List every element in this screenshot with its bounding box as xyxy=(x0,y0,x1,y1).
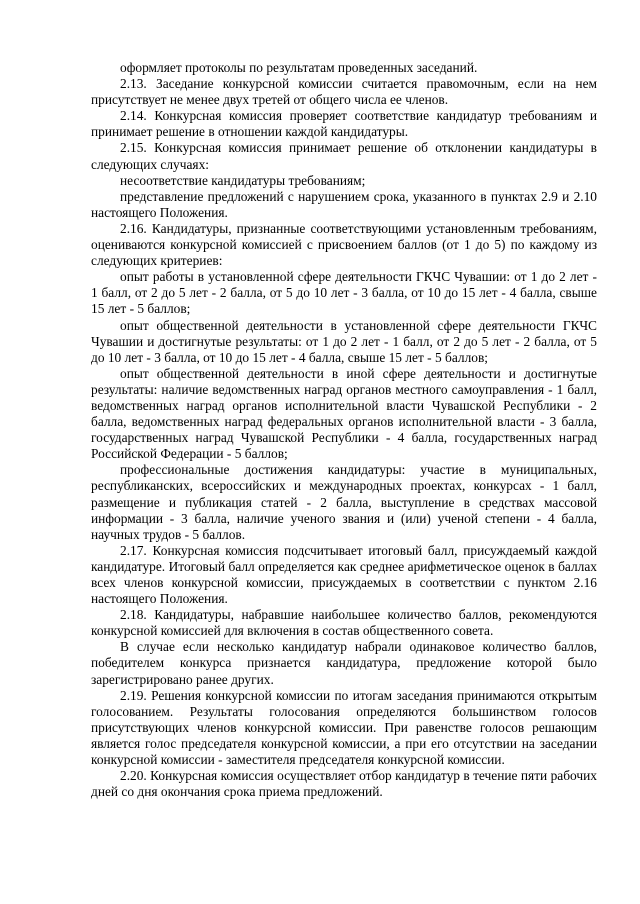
paragraph-2-17: 2.17. Конкурсная комиссия подсчитывает итоговый балл, присуждаемый каждой кандидатуре. Итоговый балл определяется как среднее арифметическое оценок в баллах всех членов конкурсной комиссии, присуждаемых в соответствии с пунктом 2.16 настоящего Положения. xyxy=(91,542,597,607)
paragraph-2-20: 2.20. Конкурсная комиссия осуществляет отбор кандидатур в течение пяти рабочих дней со дня окончания срока приема предложений. xyxy=(91,768,597,800)
document-page xyxy=(91,60,597,800)
paragraph-2-18: 2.18. Кандидатуры, набравшие наибольшее количество баллов, рекомендуются конкурсной комиссией для включения в состав общественного совета. xyxy=(91,607,597,639)
criterion-public-activity: опыт общественной деятельности в установленной сфере деятельности ГКЧС Чувашии и достигнутые результаты: от 1 до 2 лет - 1 балл, от 2 до 5 лет - 2 балла, от 5 до 10 лет - 3 балла, от 10 до 15 лет - 4 балла, свыше 15 лет - 5 баллов; xyxy=(91,317,597,365)
paragraph-equal-scores: В случае если несколько кандидатур набрали одинаковое количество баллов, победителем конкурса признается кандидатура, предложение которой было зарегистрировано ранее других. xyxy=(91,639,597,687)
paragraph-2-16: 2.16. Кандидатуры, признанные соответствующими установленным требованиям, оцениваются конкурсной комиссией с присвоением баллов (от 1 до 5) по каждому из следующих критериев: xyxy=(91,220,597,269)
criterion-other-activity: опыт общественной деятельности в иной сфере деятельности и достигнутые результаты: наличие ведомственных наград органов местного самоуправления - 1 балл, ведомственных наград органов исполнительной власти Чувашской Республики - 2 балла, ведомственных наград федеральных органов исполнительной власти - 3 балла, государственных наград Чувашской Республики - 4 балла, государственных наград Российской Федерации - 5 баллов; xyxy=(91,365,597,462)
criterion-professional-achievements: профессиональные достижения кандидатуры: участие в муниципальных, республиканских, всероссийских и международных проектах, конкурсах - 1 балл, размещение и публикация статей - 2 балла, выступление в средствах массовой информации - 3 балла, наличие ученого звания и (или) ученой степени - 4 балла, научных трудов - 5 баллов. xyxy=(91,462,597,542)
paragraph-continuation: оформляет протоколы по результатам проведенных заседаний. xyxy=(120,60,478,75)
paragraph-2-19: 2.19. Решения конкурсной комиссии по итогам заседания принимаются открытым голосованием. Результаты голосования определяются большинством голосов присутствующих членов конкурсной комиссии. При равенстве голосов решающим является голос председателя конкурсной комиссии, а при его отсутствии на заседании конкурсной комиссии - заместителя председателя конкурсной комиссии. xyxy=(91,687,597,768)
criterion-work-experience: опыт работы в установленной сфере деятельности ГКЧС Чувашии: от 1 до 2 лет - 1 балл, от 2 до 5 лет - 2 балла, от 5 до 10 лет - 3 балла, от 10 до 15 лет - 4 балла, свыше 15 лет - 5 баллов; xyxy=(91,269,597,317)
list-item-requirements-mismatch: несоответствие кандидатуры требованиям; xyxy=(120,172,366,188)
paragraph-2-15: 2.15. Конкурсная комиссия принимает решение об отклонении кандидатуры в следующих случаях: xyxy=(91,140,597,172)
list-item-deadline-violation: представление предложений с нарушением срока, указанного в пунктах 2.9 и 2.10 настоящего Положения. xyxy=(91,188,597,220)
paragraph-2-13: 2.13. Заседание конкурсной комиссии считается правомочным, если на нем присутствует не менее двух третей от общего числа ее членов. xyxy=(91,76,597,108)
paragraph-2-14: 2.14. Конкурсная комиссия проверяет соответствие кандидатур требованиям и принимает решение в отношении каждой кандидатуры. xyxy=(91,108,597,140)
